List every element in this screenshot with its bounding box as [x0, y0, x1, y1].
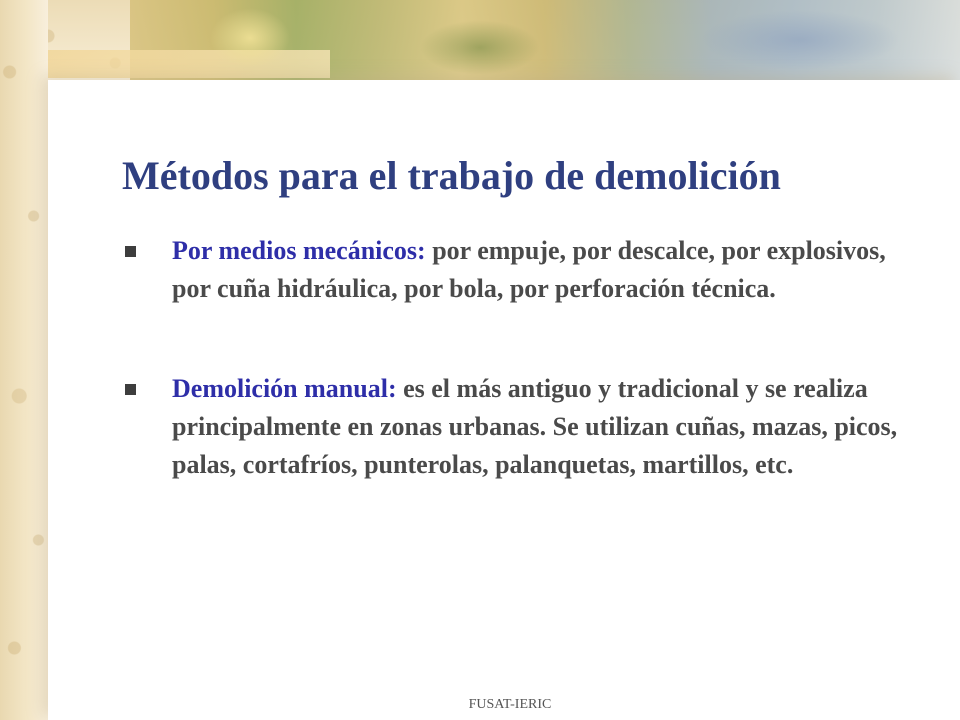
banner-highlight	[210, 8, 290, 68]
banner-sky	[700, 10, 900, 70]
square-bullet-icon	[125, 246, 136, 257]
bullet-item-manual	[122, 370, 922, 484]
slide-footer: FUSAT-IERIC	[468, 697, 552, 712]
bullet-lead: Por medios mecánicos:	[172, 236, 426, 265]
left-parchment-strip	[0, 0, 48, 720]
slide-title: Métodos para el trabajo de demolición	[122, 153, 781, 198]
bullet-text: es el más antiguo y tradicional y se realiza principalmente en zonas urbanas. Se utilizan cuñas, mazas, picos, palas, cortafríos, punterolas, palanquetas, martillos, etc.	[172, 374, 898, 479]
bullet-list	[122, 232, 922, 484]
banner-foliage	[420, 20, 540, 75]
bullet-lead: Demolición manual:	[172, 374, 397, 403]
bullet-text: por empuje, por descalce, por explosivos, por cuña hidráulica, por bola, por perforación técnica.	[172, 236, 886, 303]
bullet-item-mechanical	[122, 232, 922, 308]
square-bullet-icon	[125, 384, 136, 395]
